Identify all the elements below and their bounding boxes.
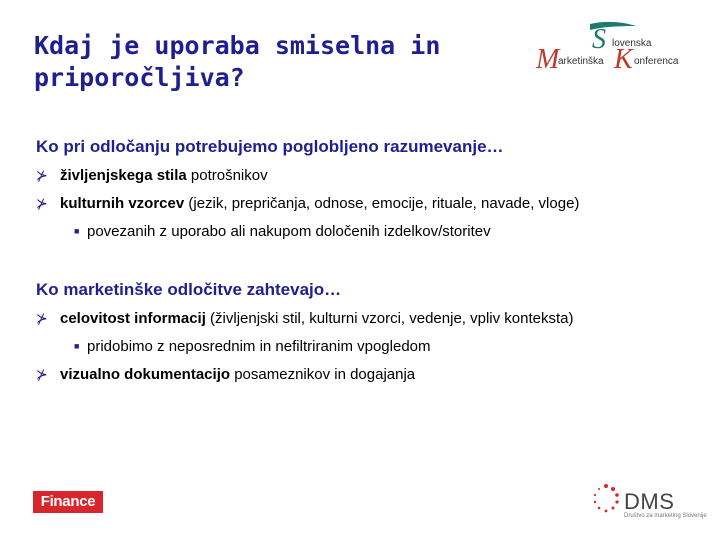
section-1-heading: Ko pri odločanju potrebujemo poglobljeno razumevanje… (36, 137, 504, 156)
logo-letter-m: M (536, 44, 560, 75)
section-1-sub-bullet (74, 223, 491, 240)
section-2-sub-bullet (74, 338, 431, 355)
section-1-bullet-1 (36, 167, 268, 184)
square-bullet-icon: ■ (74, 341, 80, 351)
slide-title-line-1: Kdaj je uporaba smiselna in (34, 31, 441, 60)
bullet-bold: kulturnih vzorcev (60, 195, 185, 212)
bullet-icon: ⊁ (36, 367, 48, 383)
section-2-bullet-2 (36, 366, 415, 383)
slide-title-line-2: priporočljiva? (34, 63, 245, 92)
sub-bullet-text: pridobimo z neposrednim in nefiltriranim vpogledom (87, 338, 431, 355)
bullet-text: (življenjski stil, kulturni vzorci, vedenje, vpliv konteksta) (205, 310, 574, 327)
square-bullet-icon: ■ (74, 226, 80, 236)
logo-letter-s: S (592, 24, 606, 55)
bullet-bold: celovitost informacij (60, 310, 206, 327)
section-1-bullet-2 (36, 195, 579, 212)
bullet-icon: ⊁ (36, 196, 48, 212)
section-2-bullet-1 (36, 310, 574, 327)
bullet-text: (jezik, prepričanja, odnose, emocije, rituale, navade, vloge) (184, 195, 580, 212)
bullet-bold: vizualno dokumentacijo (60, 366, 231, 383)
finance-logo: Finance (33, 491, 103, 513)
bullet-text: posameznikov in dogajanja (230, 366, 416, 383)
bullet-icon: ⊁ (36, 311, 48, 327)
logo-word-3: onferenca (634, 56, 679, 67)
bullet-bold: življenjskega stila (60, 167, 187, 184)
slovenska-marketinska-konferenca-logo (532, 20, 692, 82)
logo-letter-k: K (614, 44, 633, 75)
slide-title (34, 30, 514, 94)
bullet-icon: ⊁ (36, 168, 48, 184)
dms-logo-text: DMS (624, 489, 675, 514)
logo-word-1: lovenska (612, 38, 652, 49)
section-2-heading: Ko marketinške odločitve zahtevajo… (36, 280, 342, 299)
sub-bullet-text: povezanih z uporabo ali nakupom določenih izdelkov/storitev (87, 223, 491, 240)
bullet-text: potrošnikov (186, 167, 268, 184)
logo-word-2: arketinška (558, 56, 604, 67)
dms-logo-subtitle: Društvo za marketing Slovenije (624, 513, 707, 519)
